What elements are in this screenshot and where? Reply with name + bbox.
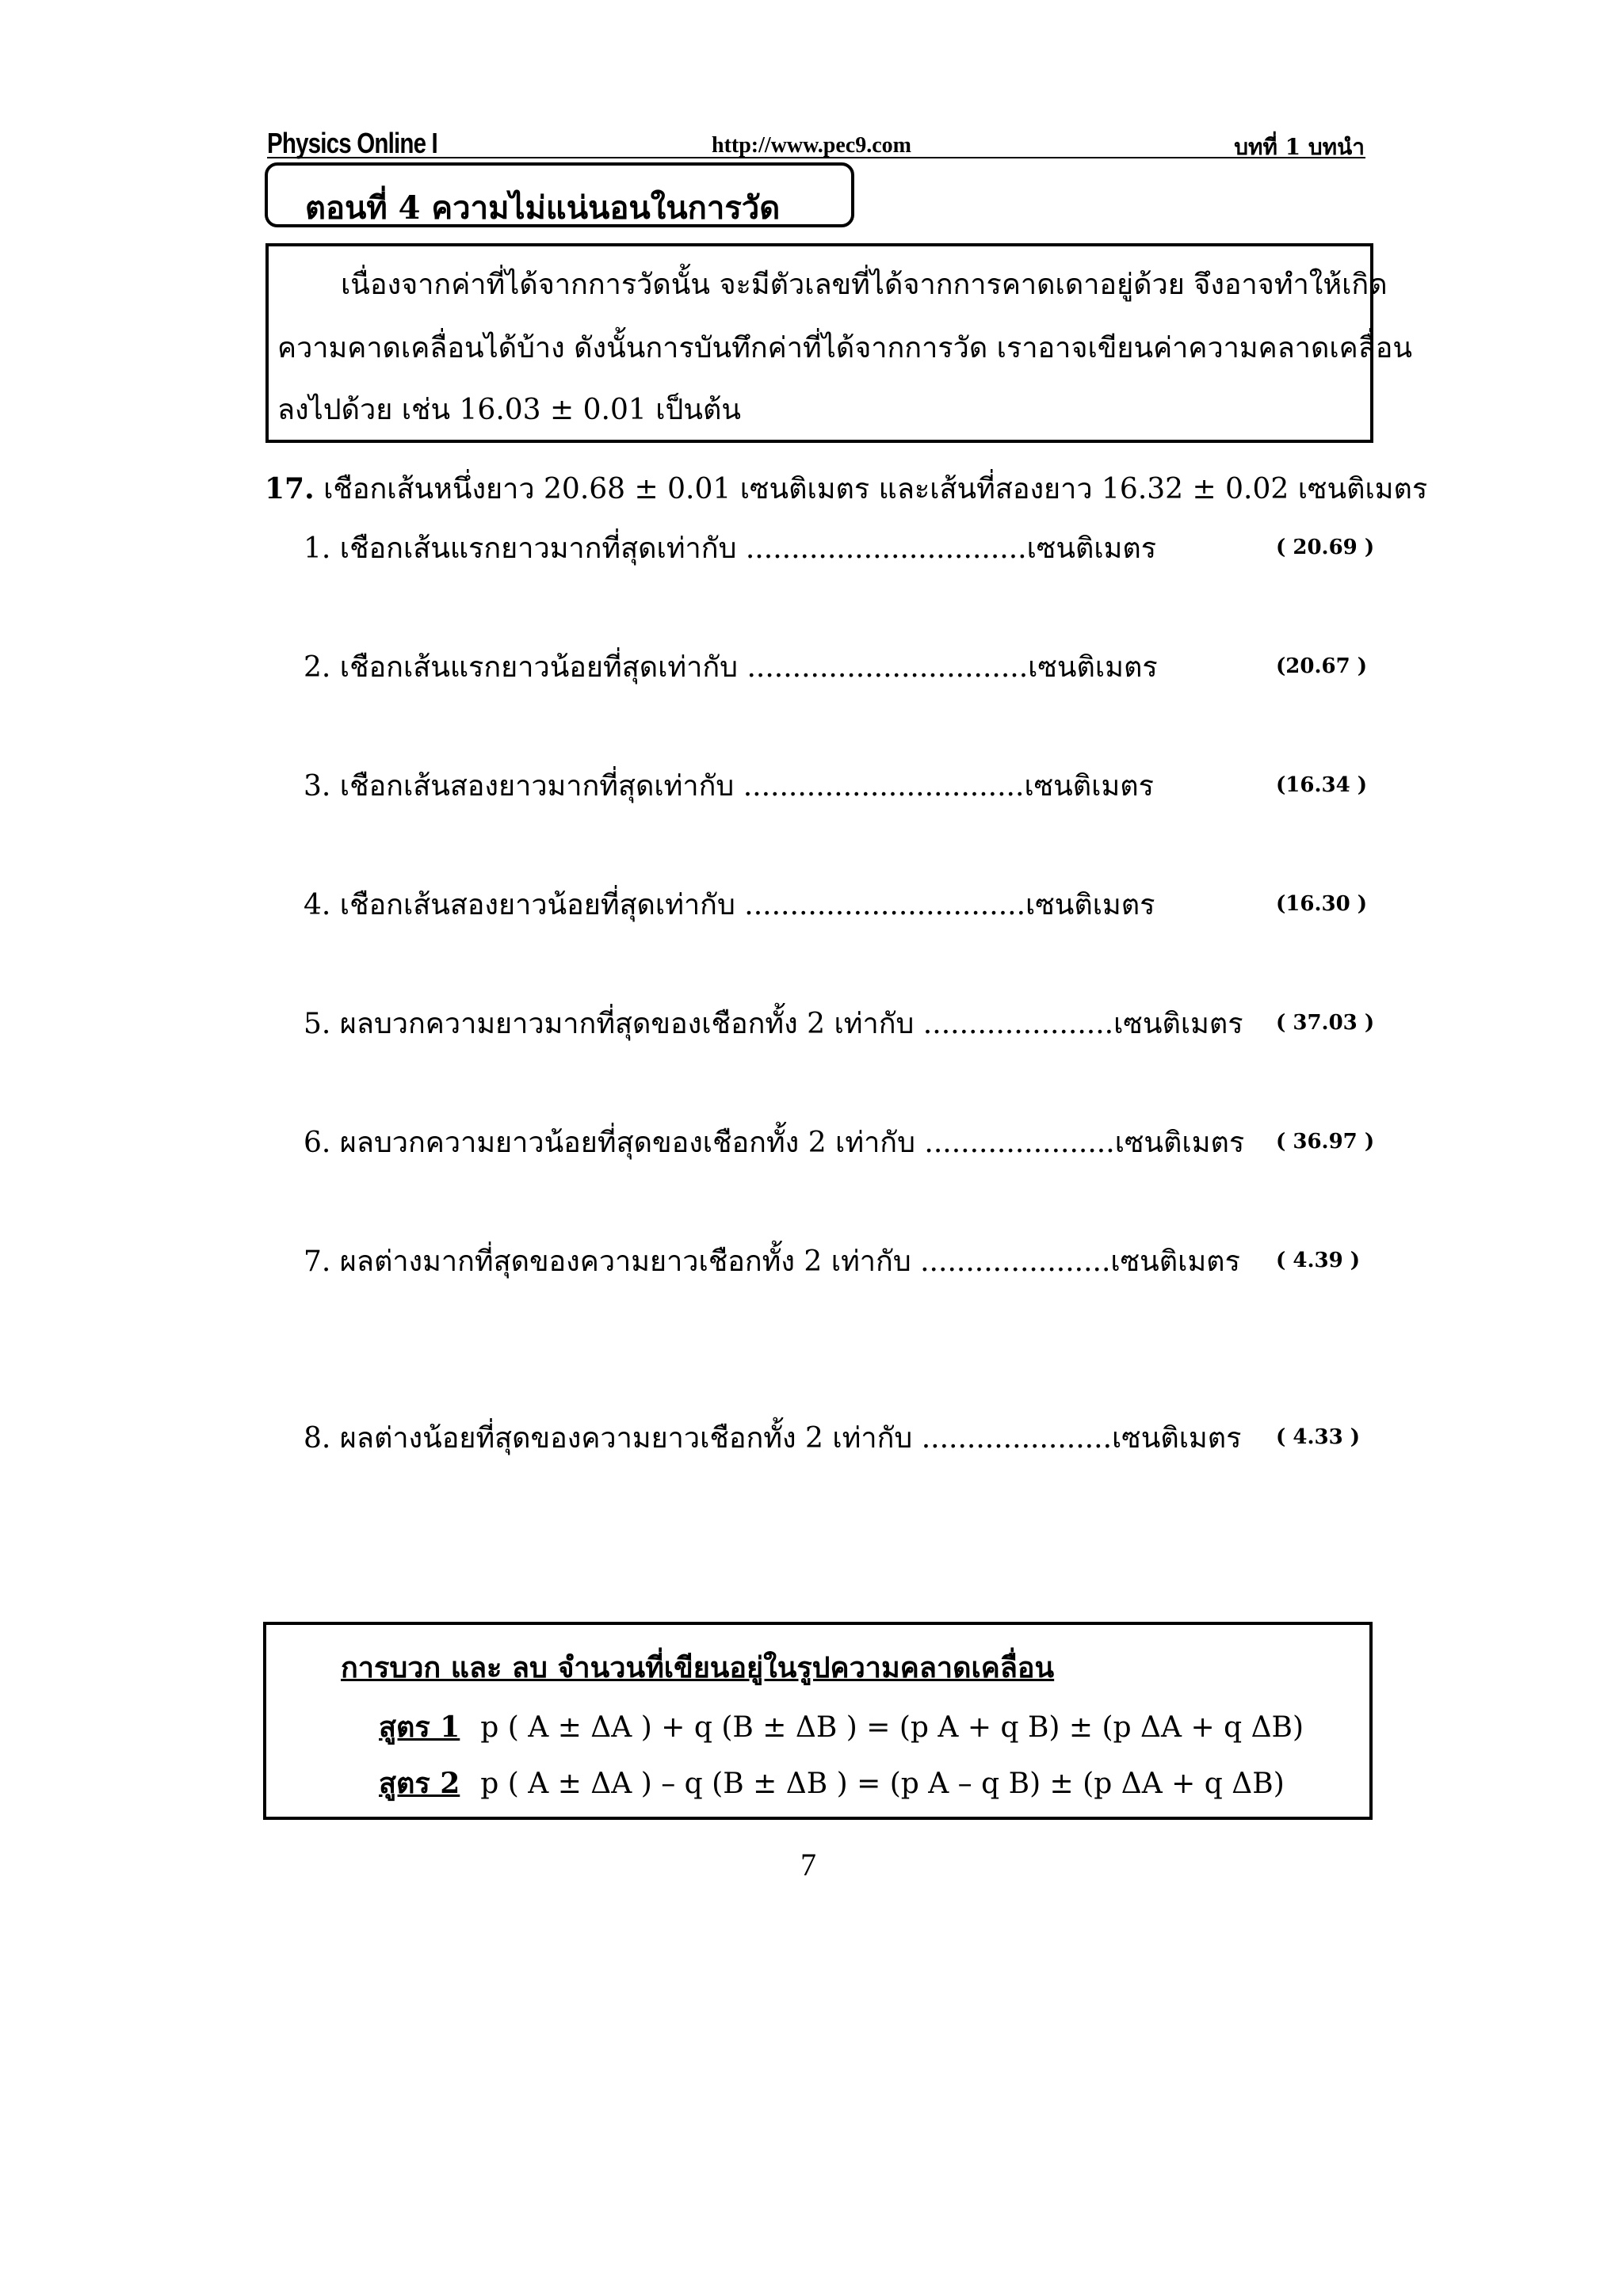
question-item-4: 4. เชือกเส้นสองยาวน้อยที่สุดเท่ากับ ...............................เซนติเมตร xyxy=(304,889,1155,921)
question-item-6: 6. ผลบวกความยาวน้อยที่สุดของเชือกทั้ง 2 เท่ากับ .....................เซนติเมตร xyxy=(304,1127,1245,1159)
question-17 xyxy=(265,466,1427,511)
intro-line-3: ลงไปด้วย เช่น 16.03 ± 0.01 เป็นต้น xyxy=(277,394,741,426)
header-site-name: Physics Online I xyxy=(267,127,437,159)
question-number: 17. xyxy=(265,472,315,505)
question-text: เชือกเส้นหนึ่งยาว 20.68 ± 0.01 เซนติเมตร และเส้นที่สองยาว 16.32 ± 0.02 เซนติเมตร xyxy=(323,473,1428,505)
question-item-8: 8. ผลต่างน้อยที่สุดของความยาวเชือกทั้ง 2 เท่ากับ .....................เซนติเมตร xyxy=(304,1422,1242,1455)
answer-6: ( 36.97 ) xyxy=(1276,1130,1375,1154)
answer-4: (16.30 ) xyxy=(1276,892,1368,916)
intro-line-2: ความคาดเคลื่อนได้บ้าง ดังนั้นการบันทึกค่าที่ได้จากการวัด เราอาจเขียนค่าความคลาดเคลื่อน xyxy=(277,332,1413,364)
formula-box-title: การบวก และ ลบ จำนวนที่เขียนอยู่ในรูปความคลาดเคลื่อน xyxy=(341,1651,1055,1684)
answer-7: ( 4.39 ) xyxy=(1276,1249,1361,1272)
page-number: 7 xyxy=(800,1847,816,1882)
formula-1-label: สูตร 1 xyxy=(379,1711,460,1744)
formula-1 xyxy=(379,1704,1304,1749)
question-item-7: 7. ผลต่างมากที่สุดของความยาวเชือกทั้ง 2 เท่ากับ .....................เซนติเมตร xyxy=(304,1245,1240,1278)
question-item-3: 3. เชือกเส้นสองยาวมากที่สุดเท่ากับ ...............................เซนติเมตร xyxy=(304,770,1154,803)
question-item-1: 1. เชือกเส้นแรกยาวมากที่สุดเท่ากับ ...............................เซนติเมตร xyxy=(304,532,1157,565)
header-chapter: บทที่ 1 บทนำ xyxy=(1234,134,1365,160)
formula-2 xyxy=(379,1760,1285,1806)
intro-line-1: เนื่องจากค่าที่ได้จากการวัดนั้น จะมีตัวเลขที่ได้จากการคาดเดาอยู่ด้วย จึงอาจทำให้เกิด xyxy=(341,269,1388,301)
answer-2: (20.67 ) xyxy=(1276,654,1368,678)
answer-1: ( 20.69 ) xyxy=(1276,536,1375,559)
answer-3: (16.34 ) xyxy=(1276,773,1368,797)
formula-2-label: สูตร 2 xyxy=(379,1767,460,1800)
question-item-5: 5. ผลบวกความยาวมากที่สุดของเชือกทั้ง 2 เท่ากับ .....................เซนติเมตร xyxy=(304,1008,1243,1040)
question-item-2: 2. เชือกเส้นแรกยาวน้อยที่สุดเท่ากับ ...............................เซนติเมตร xyxy=(304,651,1158,684)
formula-1-expression: p ( A ± ΔA ) + q (B ± ΔB ) = (p A + q B) ± (p ΔA + q ΔB) xyxy=(480,1711,1304,1744)
answer-5: ( 37.03 ) xyxy=(1276,1011,1375,1035)
formula-2-expression: p ( A ± ΔA ) – q (B ± ΔB ) = (p A – q B) ± (p ΔA + q ΔB) xyxy=(480,1768,1285,1800)
header-divider xyxy=(267,157,1365,158)
answer-8: ( 4.33 ) xyxy=(1276,1425,1361,1449)
header-url[interactable]: http://www.pec9.com xyxy=(712,133,911,158)
section-title: ตอนที่ 4 ความไม่แน่นอนในการวัด xyxy=(305,189,781,227)
